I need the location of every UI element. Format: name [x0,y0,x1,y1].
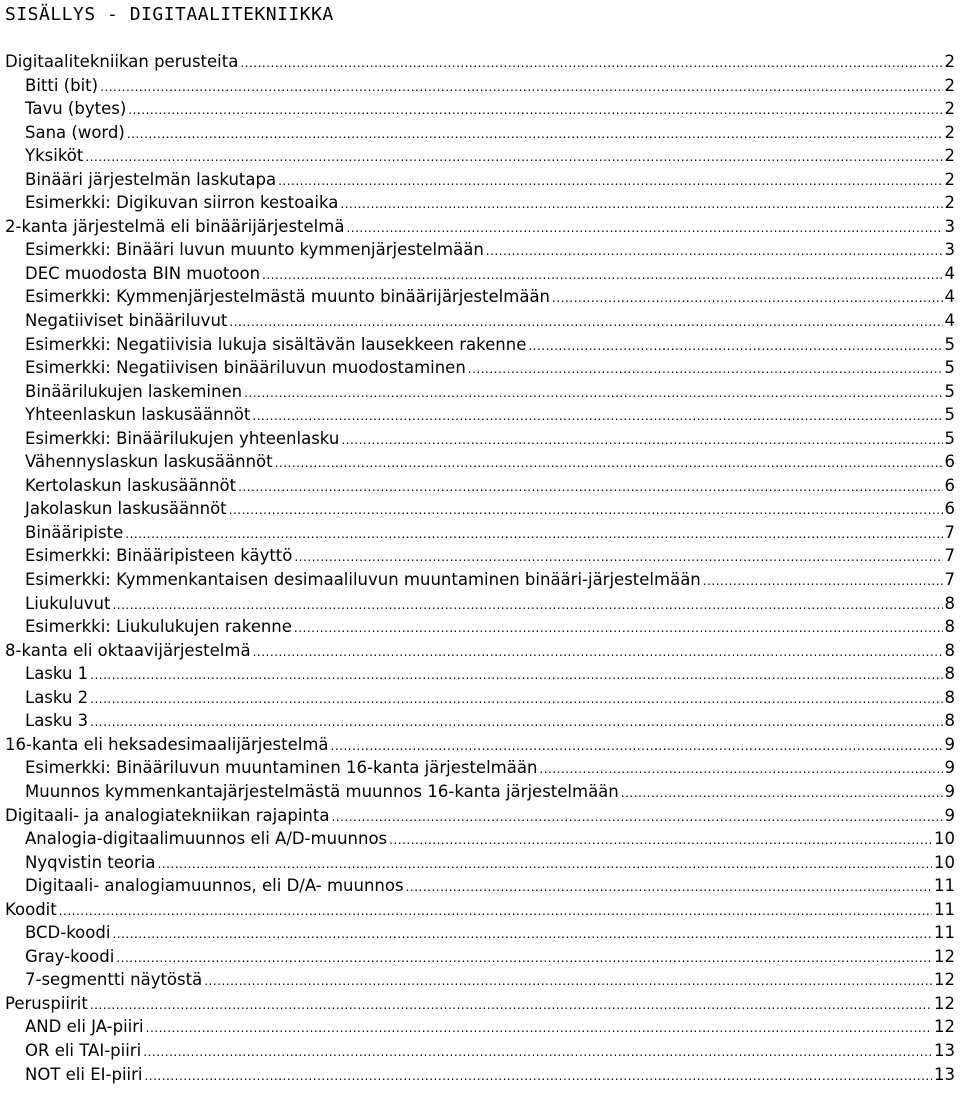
toc-entry-label: Digitaali- ja analogiatekniikan rajapinta [5,805,330,825]
toc-entry[interactable] [5,380,955,404]
toc-entry-label: Liukuluvut [25,593,111,613]
toc-entry-label: Jakolaskun laskusäännöt [25,499,227,519]
toc-dot-leader [528,335,942,357]
toc-entry-page-number: 7 [944,546,955,566]
toc-entry[interactable] [5,544,955,568]
toc-entry[interactable] [5,144,955,168]
toc-entry-page-number: 3 [944,216,955,236]
toc-dot-leader [85,146,942,168]
toc-entry-page-number: 5 [944,381,955,401]
toc-entry[interactable] [5,992,955,1016]
toc-entry-label: Binäärilukujen laskeminen [25,381,243,401]
toc-entry-label: Binääripiste [25,522,124,542]
toc-dot-leader [253,641,943,663]
toc-entry[interactable] [5,968,955,992]
toc-dot-leader [331,806,942,828]
toc-entry-label: AND eli JA-piiri [25,1017,144,1037]
toc-dot-leader [346,217,942,239]
toc-entry-page-number: 8 [944,687,955,707]
toc-dot-leader [127,123,943,145]
toc-entry-label: Lasku 3 [25,711,89,731]
toc-entry-page-number: 9 [944,758,955,778]
toc-entry-page-number: 2 [944,193,955,213]
toc-entry[interactable] [5,1039,955,1063]
toc-entry[interactable] [5,827,955,851]
toc-entry-page-number: 12 [934,1017,955,1037]
toc-entry-page-number: 4 [944,311,955,331]
toc-entry-label: Esimerkki: Liukulukujen rakenne [25,617,292,637]
toc-entry-page-number: 11 [934,876,955,896]
toc-dot-leader [90,664,942,686]
toc-entry[interactable] [5,191,955,215]
toc-dot-leader [204,970,932,992]
toc-entry-label: Gray-koodi [25,946,115,966]
toc-entry-page-number: 4 [944,287,955,307]
toc-entry[interactable] [5,474,955,498]
toc-dot-leader [294,546,942,568]
toc-entry-page-number: 7 [944,522,955,542]
toc-dot-leader [486,240,943,262]
toc-entry-page-number: 6 [944,452,955,472]
toc-entry[interactable] [5,851,955,875]
toc-dot-leader [116,947,932,969]
toc-entry-label: Negatiiviset binääriluvut [25,311,228,331]
page-title: SISÄLLYS - DIGITAALITEKNIIKKA [5,4,334,25]
toc-dot-leader [552,287,942,309]
toc-entry[interactable] [5,733,955,757]
toc-dot-leader [238,476,942,498]
toc-entry[interactable] [5,662,955,686]
toc-dot-leader [100,76,942,98]
toc-entry-page-number: 10 [934,852,955,872]
toc-entry-label: Lasku 2 [25,687,89,707]
toc-entry-label: 16-kanta eli heksadesimaalijärjestelmä [5,734,329,754]
toc-entry-page-number: 4 [944,263,955,283]
toc-entry[interactable] [5,238,955,262]
toc-dot-leader [340,193,942,215]
toc-entry-page-number: 7 [944,570,955,590]
toc-entry-label: NOT eli EI-piiri [25,1064,143,1084]
toc-dot-leader [406,876,932,898]
toc-entry-label: Vähennyslaskun laskusäännöt [25,452,273,472]
toc-entry-label: Muunnos kymmenkantajärjestelmästä muunnos 16-kanta järjestelmään [25,781,619,801]
toc-entry[interactable] [5,592,955,616]
toc-dot-leader [144,1065,932,1087]
toc-dot-leader [275,452,943,474]
toc-dot-leader [59,900,932,922]
toc-entry[interactable] [5,945,955,969]
toc-entry-label: Yksiköt [25,146,84,166]
toc-entry[interactable] [5,639,955,663]
toc-entry[interactable] [5,50,955,74]
toc-dot-leader [112,923,932,945]
toc-entry[interactable] [5,215,955,239]
toc-entry[interactable] [5,450,955,474]
toc-dot-leader [621,782,943,804]
toc-entry-page-number: 2 [944,146,955,166]
toc-dot-leader [539,758,942,780]
toc-dot-leader [229,499,943,521]
toc-entry[interactable] [5,615,955,639]
toc-entry-label: Esimerkki: Binääriluvun muuntaminen 16-kanta järjestelmään [25,758,538,778]
toc-dot-leader [252,405,942,427]
toc-entry[interactable] [5,97,955,121]
toc-entry[interactable] [5,74,955,98]
toc-dot-leader [294,617,943,639]
toc-entry-page-number: 5 [944,334,955,354]
toc-dot-leader [157,853,932,875]
toc-entry[interactable] [5,521,955,545]
toc-entry[interactable] [5,756,955,780]
toc-entry[interactable] [5,921,955,945]
toc-entry[interactable] [5,403,955,427]
toc-entry-label: 2-kanta järjestelmä eli binäärijärjestelmä [5,216,345,236]
toc-entry-page-number: 8 [944,640,955,660]
toc-entry[interactable] [5,356,955,380]
toc-entry[interactable] [5,709,955,733]
toc-entry-page-number: 12 [934,993,955,1013]
toc-entry-label: 8-kanta eli oktaavijärjestelmä [5,640,251,660]
toc-entry-page-number: 10 [934,829,955,849]
toc-entry[interactable] [5,333,955,357]
toc-entry-page-number: 9 [944,781,955,801]
toc-dot-leader [90,711,942,733]
toc-entry-page-number: 2 [944,99,955,119]
toc-entry-page-number: 2 [944,169,955,189]
toc-entry-label: Esimerkki: Binääripisteen käyttö [25,546,293,566]
toc-entry-label: Esimerkki: Kymmenjärjestelmästä muunto binäärijärjestelmään [25,287,551,307]
toc-entry-label: Peruspiirit [5,993,88,1013]
toc-entry-label: Yhteenlaskun laskusäännöt [25,405,251,425]
toc-entry-label: Koodit [5,899,57,919]
toc-entry[interactable] [5,898,955,922]
toc-dot-leader [143,1041,932,1063]
toc-entry-label: Esimerkki: Negatiivisia lukuja sisältävän lausekkeen rakenne [25,334,527,354]
toc-entry-label: DEC muodosta BIN muotoon [25,263,261,283]
toc-dot-leader [468,358,943,380]
toc-dot-leader [125,523,942,545]
toc-dot-leader [240,52,942,74]
toc-dot-leader [229,311,942,333]
toc-entry-page-number: 13 [934,1040,955,1060]
toc-entry[interactable] [5,121,955,145]
toc-entry-page-number: 8 [944,664,955,684]
toc-entry-page-number: 12 [934,970,955,990]
toc-entry[interactable] [5,568,955,592]
toc-entry-label: BCD-koodi [25,923,111,943]
toc-entry-page-number: 2 [944,52,955,71]
toc-entry-label: Analogia-digitaalimuunnos eli A/D-muunnos [25,829,388,849]
toc-entry-page-number: 9 [944,734,955,754]
toc-entry-page-number: 8 [944,617,955,637]
toc-entry-page-number: 6 [944,499,955,519]
table-of-contents [5,50,955,1086]
toc-entry[interactable] [5,309,955,333]
toc-entry-page-number: 2 [944,122,955,142]
toc-entry-page-number: 2 [944,75,955,95]
toc-entry[interactable] [5,497,955,521]
toc-entry-page-number: 5 [944,405,955,425]
toc-entry[interactable] [5,285,955,309]
toc-entry-page-number: 8 [944,593,955,613]
toc-dot-leader [278,170,942,192]
toc-entry-label: Lasku 1 [25,664,89,684]
toc-entry-page-number: 9 [944,805,955,825]
toc-entry-label: OR eli TAI-piiri [25,1040,142,1060]
toc-entry-page-number: 5 [944,358,955,378]
toc-entry-page-number: 3 [944,240,955,260]
toc-entry-page-number: 12 [934,946,955,966]
toc-entry-label: Digitaalitekniikan perusteita [5,52,239,71]
toc-entry[interactable] [5,168,955,192]
toc-entry[interactable] [5,262,955,286]
toc-entry-label: Tavu (bytes) [25,99,127,119]
toc-entry[interactable] [5,427,955,451]
toc-entry-label: Binääri järjestelmän laskutapa [25,169,277,189]
toc-entry[interactable] [5,874,955,898]
toc-entry-page-number: 13 [934,1064,955,1084]
toc-entry[interactable] [5,780,955,804]
toc-entry-page-number: 11 [934,923,955,943]
toc-entry-page-number: 8 [944,711,955,731]
toc-dot-leader [389,829,932,851]
toc-dot-leader [244,382,942,404]
toc-dot-leader [703,570,943,592]
toc-entry-label: 7-segmentti näytöstä [25,970,203,990]
toc-entry-label: Esimerkki: Kymmenkantaisen desimaaliluvun muuntaminen binääri-järjestelmään [25,570,701,590]
toc-entry[interactable] [5,686,955,710]
toc-dot-leader [128,99,942,121]
toc-entry[interactable] [5,804,955,828]
toc-entry-label: Kertolaskun laskusäännöt [25,475,237,495]
toc-entry-page-number: 5 [944,428,955,448]
toc-entry-label: Esimerkki: Binäärilukujen yhteenlasku [25,428,340,448]
toc-entry-label: Bitti (bit) [25,75,99,95]
toc-dot-leader [112,594,942,616]
toc-entry[interactable] [5,1015,955,1039]
toc-entry-page-number: 6 [944,475,955,495]
toc-entry[interactable] [5,1063,955,1087]
toc-entry-label: Esimerkki: Negatiivisen binääriluvun muodostaminen [25,358,466,378]
toc-dot-leader [90,994,932,1016]
toc-dot-leader [331,735,943,757]
toc-entry-page-number: 11 [934,899,955,919]
toc-entry-label: Esimerkki: Digikuvan siirron kestoaika [25,193,339,213]
toc-entry-label: Nyqvistin teoria [25,852,156,872]
toc-entry-label: Digitaali- analogiamuunnos, eli D/A- muunnos [25,876,404,896]
toc-dot-leader [262,264,942,286]
toc-dot-leader [90,688,942,710]
toc-entry-label: Esimerkki: Binääri luvun muunto kymmenjärjestelmään [25,240,484,260]
toc-dot-leader [146,1017,932,1039]
toc-dot-leader [341,429,942,451]
toc-entry-label: Sana (word) [25,122,125,142]
